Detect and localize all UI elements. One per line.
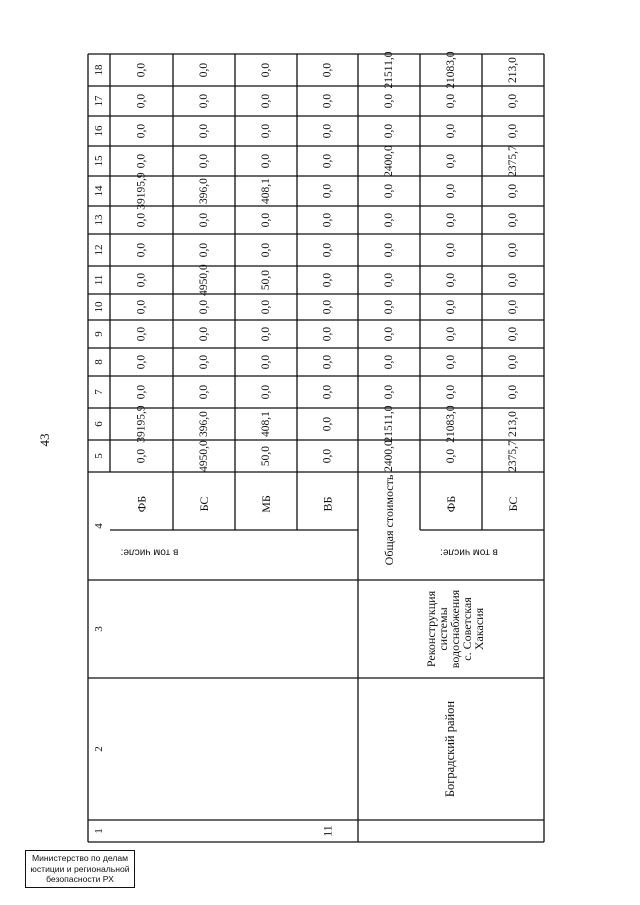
value-cell: 0,0 xyxy=(321,384,334,400)
value-cell: 0,0 xyxy=(135,93,148,109)
value-cell: 0,0 xyxy=(321,183,334,199)
value-cell: 0,0 xyxy=(445,299,457,315)
value-cell: 0,0 xyxy=(321,299,334,315)
object-name: Реконструкция xyxy=(424,590,438,668)
value-cell: 0,0 xyxy=(445,242,457,258)
value-cell: 0,0 xyxy=(198,212,210,228)
value-cell: 0,0 xyxy=(135,123,148,139)
value-cell: 0,0 xyxy=(507,384,519,400)
total-value-cell: 0,0 xyxy=(383,272,395,288)
value-cell: 0,0 xyxy=(445,123,457,139)
value-cell: 0,0 xyxy=(198,123,210,139)
value-cell: 396,0 xyxy=(198,178,210,204)
value-cell: 0,0 xyxy=(445,153,457,169)
column-number: 16 xyxy=(93,125,105,137)
value-cell: 0,0 xyxy=(507,326,519,342)
value-cell: 50,0 xyxy=(260,269,272,291)
column-number: 18 xyxy=(93,64,105,76)
value-cell: 0,0 xyxy=(321,448,334,464)
table-grid xyxy=(88,54,544,842)
value-cell: 0,0 xyxy=(135,326,148,342)
value-cell: 0,0 xyxy=(135,384,148,400)
value-cell: 21083,0 xyxy=(445,51,457,89)
total-value-cell: 0,0 xyxy=(383,183,395,199)
value-cell: 0,0 xyxy=(445,448,457,464)
value-cell: 0,0 xyxy=(260,123,272,139)
column-number: 2 xyxy=(93,746,105,752)
page-number: 43 xyxy=(37,433,52,447)
value-cell: 0,0 xyxy=(260,212,272,228)
total-value-cell: 0,0 xyxy=(383,242,395,258)
total-value-cell: 0,0 xyxy=(383,299,395,315)
object-name: Хакасия xyxy=(472,607,486,651)
value-cell: 0,0 xyxy=(507,272,519,288)
value-cell: 0,0 xyxy=(321,93,334,109)
column-number: 13 xyxy=(93,214,105,226)
value-cell: 0,0 xyxy=(135,448,148,464)
total-value-cell: 0,0 xyxy=(383,123,395,139)
subheader-label: в том числе: xyxy=(120,546,179,558)
value-cell: 2375,7 xyxy=(507,440,519,472)
value-cell: 0,0 xyxy=(260,299,272,315)
value-cell: 0,0 xyxy=(321,62,334,78)
value-cell: 39195,9 xyxy=(135,172,148,210)
total-value-cell: 21511,0 xyxy=(383,51,395,89)
total-value-cell: 0,0 xyxy=(383,212,395,228)
total-value-cell: 2400,0 xyxy=(383,145,395,177)
value-cell: 0,0 xyxy=(135,272,148,288)
value-cell: 0,0 xyxy=(321,212,334,228)
value-cell: 0,0 xyxy=(135,242,148,258)
ministry-stamp xyxy=(25,850,135,888)
value-cell: 0,0 xyxy=(445,212,457,228)
value-cell: 0,0 xyxy=(321,153,334,169)
value-cell: 0,0 xyxy=(445,272,457,288)
value-cell: 21083,0 xyxy=(445,405,457,443)
column-number: 14 xyxy=(93,185,105,197)
column-number: 17 xyxy=(93,95,105,107)
row-label: ФБ xyxy=(444,495,458,513)
table-cells xyxy=(93,51,520,837)
value-cell: 0,0 xyxy=(260,354,272,370)
column-number: 9 xyxy=(93,331,105,337)
total-value-cell: 2400,0 xyxy=(383,440,395,472)
value-cell: 0,0 xyxy=(445,384,457,400)
value-cell: 4950,0 xyxy=(198,440,210,472)
value-cell: 0,0 xyxy=(260,384,272,400)
value-cell: 2375,7 xyxy=(507,145,519,177)
column-number: 12 xyxy=(93,244,105,256)
value-cell: 0,0 xyxy=(135,212,148,228)
row-label: БС xyxy=(197,496,211,512)
column-number: 3 xyxy=(93,626,105,632)
value-cell: 0,0 xyxy=(198,93,210,109)
value-cell: 0,0 xyxy=(260,93,272,109)
value-cell: 396,0 xyxy=(198,411,210,437)
value-cell: 0,0 xyxy=(135,153,148,169)
stamp-line-3: безопасности РХ xyxy=(46,874,114,884)
value-cell: 0,0 xyxy=(260,62,272,78)
row-label: БС xyxy=(506,496,520,512)
value-cell: 0,0 xyxy=(507,212,519,228)
column-number: 5 xyxy=(93,453,105,459)
total-value-cell: 0,0 xyxy=(383,384,395,400)
subheader-label: в том числе: xyxy=(440,546,498,558)
value-cell: 0,0 xyxy=(507,354,519,370)
value-cell: 0,0 xyxy=(198,384,210,400)
column-number: 7 xyxy=(93,389,105,395)
value-cell: 0,0 xyxy=(198,354,210,370)
value-cell: 0,0 xyxy=(198,326,210,342)
row-label: МБ xyxy=(259,495,273,513)
value-cell: 0,0 xyxy=(507,183,519,199)
value-cell: 0,0 xyxy=(260,326,272,342)
object-name: системы xyxy=(436,607,450,651)
value-cell: 0,0 xyxy=(135,62,148,78)
value-cell: 0,0 xyxy=(321,272,334,288)
value-cell: 213,0 xyxy=(507,411,519,437)
value-cell: 408,1 xyxy=(260,411,272,437)
value-cell: 0,0 xyxy=(198,153,210,169)
column-number: 8 xyxy=(93,359,105,365)
value-cell: 0,0 xyxy=(135,299,148,315)
value-cell: 0,0 xyxy=(321,416,334,432)
value-cell: 0,0 xyxy=(260,153,272,169)
value-cell: 39195,9 xyxy=(135,405,148,443)
total-value-cell: 0,0 xyxy=(383,354,395,370)
total-value-cell: 0,0 xyxy=(383,93,395,109)
value-cell: 0,0 xyxy=(135,354,148,370)
value-cell: 0,0 xyxy=(198,299,210,315)
column-number: 4 xyxy=(93,523,105,529)
column-number: 10 xyxy=(93,301,105,313)
value-cell: 0,0 xyxy=(445,326,457,342)
column-number: 1 xyxy=(93,828,105,834)
column-number: 6 xyxy=(93,421,105,427)
object-name: с. Советская xyxy=(460,597,474,661)
value-cell: 0,0 xyxy=(321,123,334,139)
value-cell: 0,0 xyxy=(321,242,334,258)
value-cell: 0,0 xyxy=(445,93,457,109)
value-cell: 0,0 xyxy=(445,183,457,199)
entry-number: 11 xyxy=(320,825,335,837)
total-value-cell: 21511,0 xyxy=(383,405,395,443)
stamp-line-2: юстиции и региональной xyxy=(30,863,130,874)
total-value-cell: 0,0 xyxy=(383,326,395,342)
value-cell: 0,0 xyxy=(507,123,519,139)
district-name: Боградский район xyxy=(443,700,457,798)
value-cell: 0,0 xyxy=(321,354,334,370)
value-cell: 0,0 xyxy=(507,242,519,258)
row-label: ВБ xyxy=(320,496,335,512)
value-cell: 0,0 xyxy=(321,326,334,342)
value-cell: 0,0 xyxy=(260,242,272,258)
value-cell: 0,0 xyxy=(198,242,210,258)
object-name: водоснабжения xyxy=(448,589,462,669)
total-label: Общая стоимость xyxy=(382,474,396,566)
column-number: 15 xyxy=(93,155,105,167)
stamp-line-1: Министерство по делам xyxy=(31,853,129,863)
value-cell: 408,1 xyxy=(260,178,272,204)
column-number: 11 xyxy=(93,274,105,286)
row-label: ФБ xyxy=(134,495,149,513)
value-cell: 0,0 xyxy=(507,299,519,315)
value-cell: 0,0 xyxy=(445,354,457,370)
value-cell: 50,0 xyxy=(260,445,272,467)
value-cell: 0,0 xyxy=(198,62,210,78)
value-cell: 4950,0 xyxy=(198,264,210,296)
value-cell: 213,0 xyxy=(507,57,519,83)
value-cell: 0,0 xyxy=(507,93,519,109)
